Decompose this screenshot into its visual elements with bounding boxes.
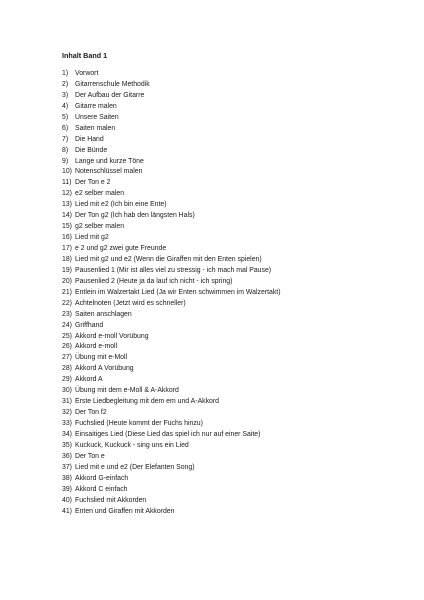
list-item-label: Fuchslied mit Akkorden: [75, 496, 147, 504]
list-item: [62, 266, 281, 277]
list-item: [62, 321, 281, 332]
list-item: [62, 178, 281, 189]
list-item-number: 5): [62, 113, 69, 121]
list-item-number: 6): [62, 124, 69, 132]
list-item-label: Gitarrenschule Methodik: [75, 80, 150, 88]
list-item-label: Akkord G-einfach: [75, 474, 129, 482]
list-item-number: 38): [62, 474, 72, 482]
list-item-number: 21): [62, 288, 72, 296]
list-item-number: 34): [62, 430, 72, 438]
page-title: Inhalt Band 1: [62, 51, 108, 60]
list-item: [62, 430, 281, 441]
list-item-label: Akkord C einfach: [75, 485, 128, 493]
list-item: [62, 299, 281, 310]
list-item: [62, 397, 281, 408]
list-item: [62, 113, 281, 124]
list-item-number: 20): [62, 277, 72, 285]
list-item-number: 14): [62, 212, 72, 220]
list-item-number: 26): [62, 343, 72, 351]
list-item-label: Saiten malen: [75, 124, 116, 132]
list-item-label: Der Ton e: [75, 452, 105, 460]
list-item-label: Die Bünde: [75, 146, 108, 154]
list-item: [62, 496, 281, 507]
list-item: [62, 441, 281, 452]
list-item-number: 25): [62, 332, 72, 340]
list-item-label: Die Hand: [75, 135, 104, 143]
list-item-number: 9): [62, 157, 69, 165]
list-item-number: 30): [62, 387, 72, 395]
list-item-label: Lied mit e2 (Ich bin eine Ente): [75, 201, 167, 209]
list-item-number: 4): [62, 102, 69, 110]
list-item-number: 32): [62, 409, 72, 417]
list-item-number: 17): [62, 245, 72, 252]
list-item: [62, 200, 281, 211]
list-item-label: Enten und Giraffen mit Akkorden: [75, 507, 175, 515]
list-item: [62, 91, 281, 102]
list-item-label: Fuchslied (Heute kommt der Fuchs hinzu): [75, 420, 203, 427]
list-item-label: Griffhand: [75, 321, 104, 329]
list-item-label: Akkord e-moll Vorübung: [75, 332, 149, 340]
list-item: [62, 80, 281, 91]
list-item-number: 35): [62, 441, 72, 449]
list-item: [62, 157, 281, 168]
list-item-label: Akkord e-moll: [75, 343, 118, 351]
list-item-number: 29): [62, 376, 72, 384]
list-item: [62, 419, 281, 430]
list-item-label: Der Ton e 2: [75, 179, 111, 187]
list-item-number: 40): [62, 496, 72, 504]
list-item: [62, 146, 281, 157]
list-item: [62, 507, 281, 518]
list-item-number: 2): [62, 80, 69, 88]
list-item: [62, 364, 281, 375]
list-item-label: Akkord A Vorübung: [75, 365, 134, 373]
list-item-number: 33): [62, 420, 72, 427]
list-item-label: Unsere Saiten: [75, 113, 119, 121]
list-item-label: Lied mit g2 und e2 (Wenn die Giraffen mit den Enten spielen): [75, 255, 262, 263]
list-item: [62, 211, 281, 222]
list-item: [62, 69, 281, 80]
list-item-number: 1): [62, 70, 69, 77]
list-item-label: Der Aufbau der Gitarre: [75, 91, 145, 99]
list-item-label: Einsaitiges Lied (Diese Lied das spiel ich nur auf einer Saite): [75, 430, 261, 438]
list-item-label: Vorwort: [75, 70, 99, 77]
list-item-label: e 2 und g2 zwei gute Freunde: [75, 245, 167, 252]
list-item-label: Entlein im Walzertakt Lied (Ja wir Enten schwimmen im Walzertakt): [75, 288, 281, 296]
list-item-number: 12): [62, 190, 72, 198]
list-item-label: Gitarre malen: [75, 102, 117, 110]
list-item-label: Lied mit e und e2 (Der Elefanten Song): [75, 463, 195, 471]
list-item: [62, 189, 281, 200]
list-item-label: Der Ton g2 (Ich hab den längsten Hals): [75, 212, 195, 220]
list-item-label: Lange und kurze Töne: [75, 157, 144, 165]
list-item: [62, 463, 281, 474]
list-item-label: Notenschlüssel malen: [75, 168, 143, 176]
list-item-label: e2 selber malen: [75, 190, 125, 198]
list-item-number: 37): [62, 463, 72, 471]
list-item: [62, 124, 281, 135]
list-item: [62, 277, 281, 288]
list-item-label: Übung mit dem e-Moll & A-Akkord: [75, 387, 179, 395]
list-item: [62, 452, 281, 463]
list-item: [62, 386, 281, 397]
list-item-number: 13): [62, 201, 72, 209]
list-item: [62, 375, 281, 386]
list-item: [62, 244, 281, 255]
list-item-label: Saiten anschlagen: [75, 310, 132, 318]
list-item: [62, 288, 281, 299]
list-item-number: 24): [62, 321, 72, 329]
list-item: [62, 135, 281, 146]
list-item-number: 28): [62, 365, 72, 373]
list-item: [62, 102, 281, 113]
list-item-number: 8): [62, 146, 69, 154]
list-item: [62, 485, 281, 496]
list-item-label: Erste Liedbegleitung mit dem em und A-Akkord: [75, 398, 220, 406]
list-item-number: 27): [62, 354, 72, 362]
list-item-label: g2 selber malen: [75, 223, 125, 231]
list-item-number: 39): [62, 485, 72, 493]
list-item: [62, 332, 281, 343]
list-item-label: Kuckuck, Kuckuck - sing uns ein Lied: [75, 441, 189, 449]
list-item-number: 22): [62, 299, 72, 307]
list-item-label: Übung mit e-Moll: [75, 354, 128, 362]
list-item: [62, 222, 281, 233]
list-item-number: 3): [62, 91, 69, 99]
list-item-label: Pausenlied 2 (Heute ja da lauf ich nicht - ich spring): [75, 277, 233, 285]
list-item: [62, 342, 281, 353]
list-item-number: 11): [62, 179, 72, 187]
list-item-number: 10): [62, 168, 72, 176]
list-item-number: 15): [62, 223, 72, 231]
list-item-number: 7): [62, 135, 69, 143]
list-item: [62, 408, 281, 419]
list-item: [62, 167, 281, 178]
list-item-number: 31): [62, 398, 72, 406]
list-item-number: 36): [62, 452, 72, 460]
list-item-label: Der Ton f2: [75, 409, 107, 417]
table-of-contents: [62, 69, 281, 517]
list-item-number: 23): [62, 310, 72, 318]
list-item-number: 19): [62, 266, 72, 274]
list-item-number: 16): [62, 234, 72, 242]
list-item: [62, 310, 281, 321]
list-item: [62, 233, 281, 244]
list-item-label: Lied mit g2: [75, 234, 109, 242]
list-item-label: Pausenlied 1 (Mir ist alles viel zu stressig - ich mach mal Pause): [75, 266, 272, 274]
list-item-label: Achtelnoten (Jetzt wird es schneller): [75, 299, 186, 307]
list-item-number: 18): [62, 255, 72, 263]
list-item: [62, 474, 281, 485]
list-item-label: Akkord A: [75, 376, 103, 384]
list-item: [62, 353, 281, 364]
list-item: [62, 255, 281, 266]
list-item-number: 41): [62, 507, 72, 515]
